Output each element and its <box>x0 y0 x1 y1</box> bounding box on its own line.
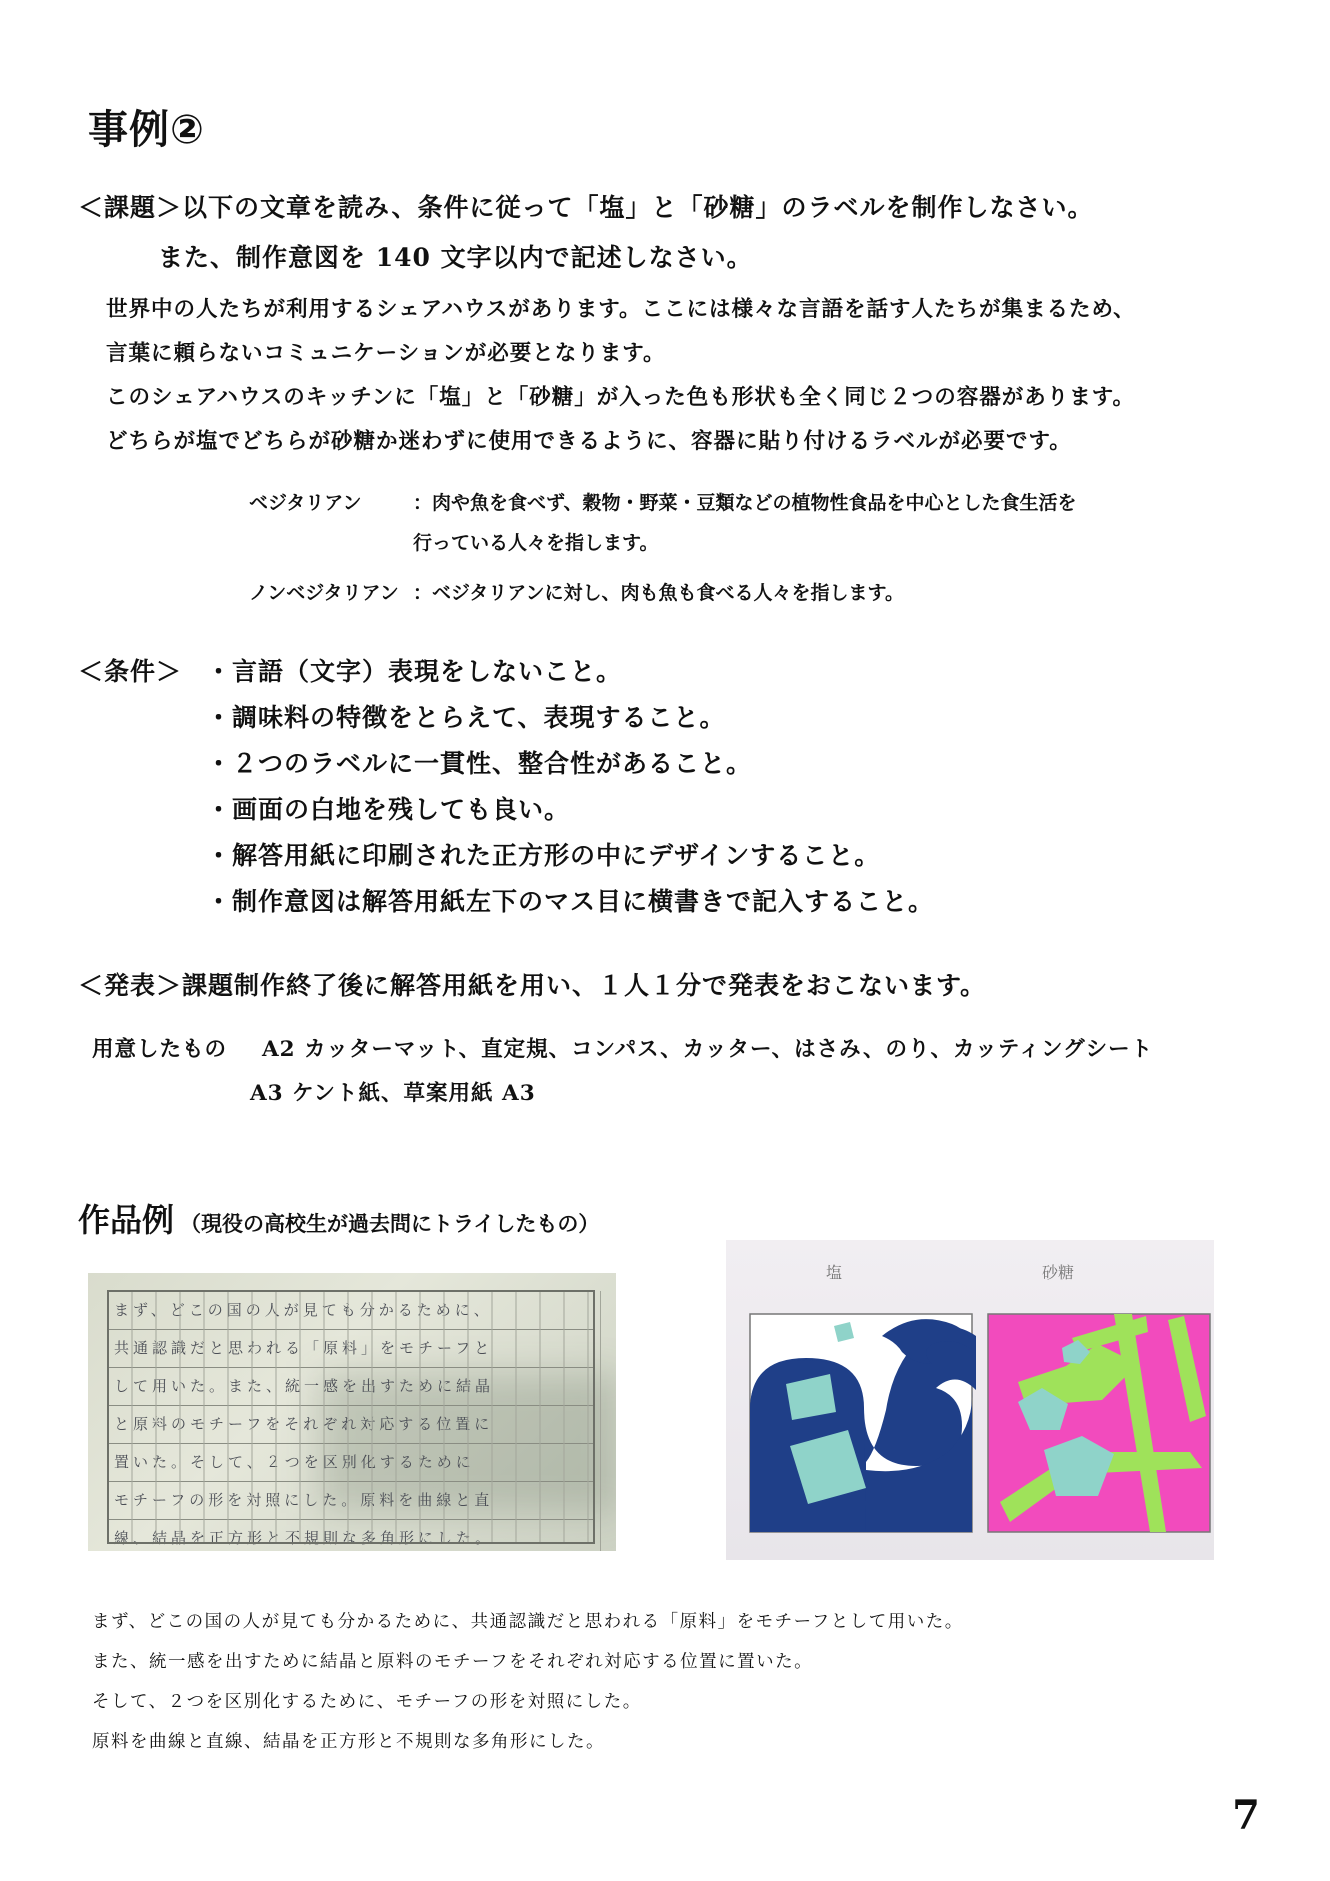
examples-title: 作品例 <box>78 1201 175 1239</box>
intro-line: どちらが塩でどちらが砂糖か迷わずに使用できるように、容器に貼り付けるラベルが必要です。 <box>106 429 1072 454</box>
explanation-line: また、統一感を出すために結晶と原料のモチーフをそれぞれ対応する位置に置いた。 <box>92 1652 814 1672</box>
presentation-line: ＜発表＞課題制作終了後に解答用紙を用い、１人１分で発表をおこないます。 <box>78 971 987 1000</box>
explanation-line: そして、２つを区別化するために、モチーフの形を対照にした。 <box>92 1692 642 1712</box>
definition-term-nonvegetarian: ノンベジタリアン <box>249 582 399 604</box>
label-artwork <box>726 1240 1214 1560</box>
explanation-line: 原料を曲線と直線、結晶を正方形と不規則な多角形にした。 <box>92 1732 605 1752</box>
label-salt-caption: 塩 <box>826 1263 843 1282</box>
label-artwork-photo <box>726 1240 1214 1560</box>
definition-vegetarian-cont: 行っている人々を指します。 <box>413 532 659 554</box>
condition-item: ・言語（文字）表現をしないこと。 <box>206 657 623 686</box>
label-sugar-caption: 砂糖 <box>1042 1263 1075 1282</box>
materials-line-2: A3 ケント紙、草案用紙 A3 <box>250 1081 536 1106</box>
handwritten-row: 線、結晶を正方形と不規則な多角形にした。 <box>108 1519 594 1551</box>
sugar-label <box>988 1314 1210 1532</box>
handwritten-row: 共通認識だと思われる「原料」をモチーフと <box>108 1329 594 1368</box>
intro-line: 世界中の人たちが利用するシェアハウスがあります。ここには様々な言語を話す人たちが集まるため、 <box>106 297 1136 322</box>
handwritten-row: まず、どこの国の人が見ても分かるために、 <box>108 1291 594 1330</box>
handwritten-row: と原料のモチーフをそれぞれ対応する位置に <box>108 1405 594 1444</box>
conditions-label: ＜条件＞ <box>78 657 183 686</box>
definition-vegetarian: ：肉や魚を食べず、穀物・野菜・豆類などの植物性食品を中心とした食生活を <box>413 492 1077 514</box>
task-line-2: また、制作意図を 140 文字以内で記述しなさい。 <box>158 243 753 272</box>
page-title: 事例② <box>88 107 205 153</box>
handwritten-row: 置いた。そして、２つを区別化するために <box>108 1443 594 1482</box>
intro-line: 言葉に頼らないコミュニケーションが必要となります。 <box>106 341 666 366</box>
explanation-line: まず、どこの国の人が見ても分かるために、共通認識だと思われる「原料」をモチーフとして用いた。 <box>92 1612 964 1632</box>
condition-item: ・制作意図は解答用紙左下のマス目に横書きで記入すること。 <box>206 887 935 916</box>
handwritten-intent-photo <box>88 1273 616 1551</box>
condition-item: ・解答用紙に印刷された正方形の中にデザインすること。 <box>206 841 881 870</box>
definition-term-vegetarian: ベジタリアン <box>249 492 362 514</box>
handwritten-row: して用いた。また、統一感を出すために結晶 <box>108 1367 594 1406</box>
condition-item: ・画面の白地を残しても良い。 <box>206 795 571 824</box>
materials-label: 用意したもの <box>92 1037 228 1062</box>
condition-item: ・調味料の特徴をとらえて、表現すること。 <box>206 703 726 732</box>
definition-nonvegetarian: ：ベジタリアンに対し、肉も魚も食べる人々を指します。 <box>413 582 904 604</box>
handwritten-row: モチーフの形を対照にした。原料を曲線と直 <box>108 1481 594 1520</box>
task-line-1: ＜課題＞以下の文章を読み、条件に従って「塩」と「砂糖」のラベルを制作しなさい。 <box>78 193 1094 222</box>
examples-heading <box>78 1195 599 1241</box>
materials-line-1: A2 カッターマット、直定規、コンパス、カッター、はさみ、のり、カッティングシート <box>262 1037 1154 1062</box>
salt-label <box>750 1314 976 1532</box>
intro-line: このシェアハウスのキッチンに「塩」と「砂糖」が入った色も形状も全く同じ２つの容器があります。 <box>106 385 1135 410</box>
examples-note: （現役の高校生が過去問にトライしたもの） <box>180 1211 600 1236</box>
condition-item: ・２つのラベルに一貫性、整合性があること。 <box>206 749 753 778</box>
page-number: 7 <box>1232 1792 1260 1839</box>
